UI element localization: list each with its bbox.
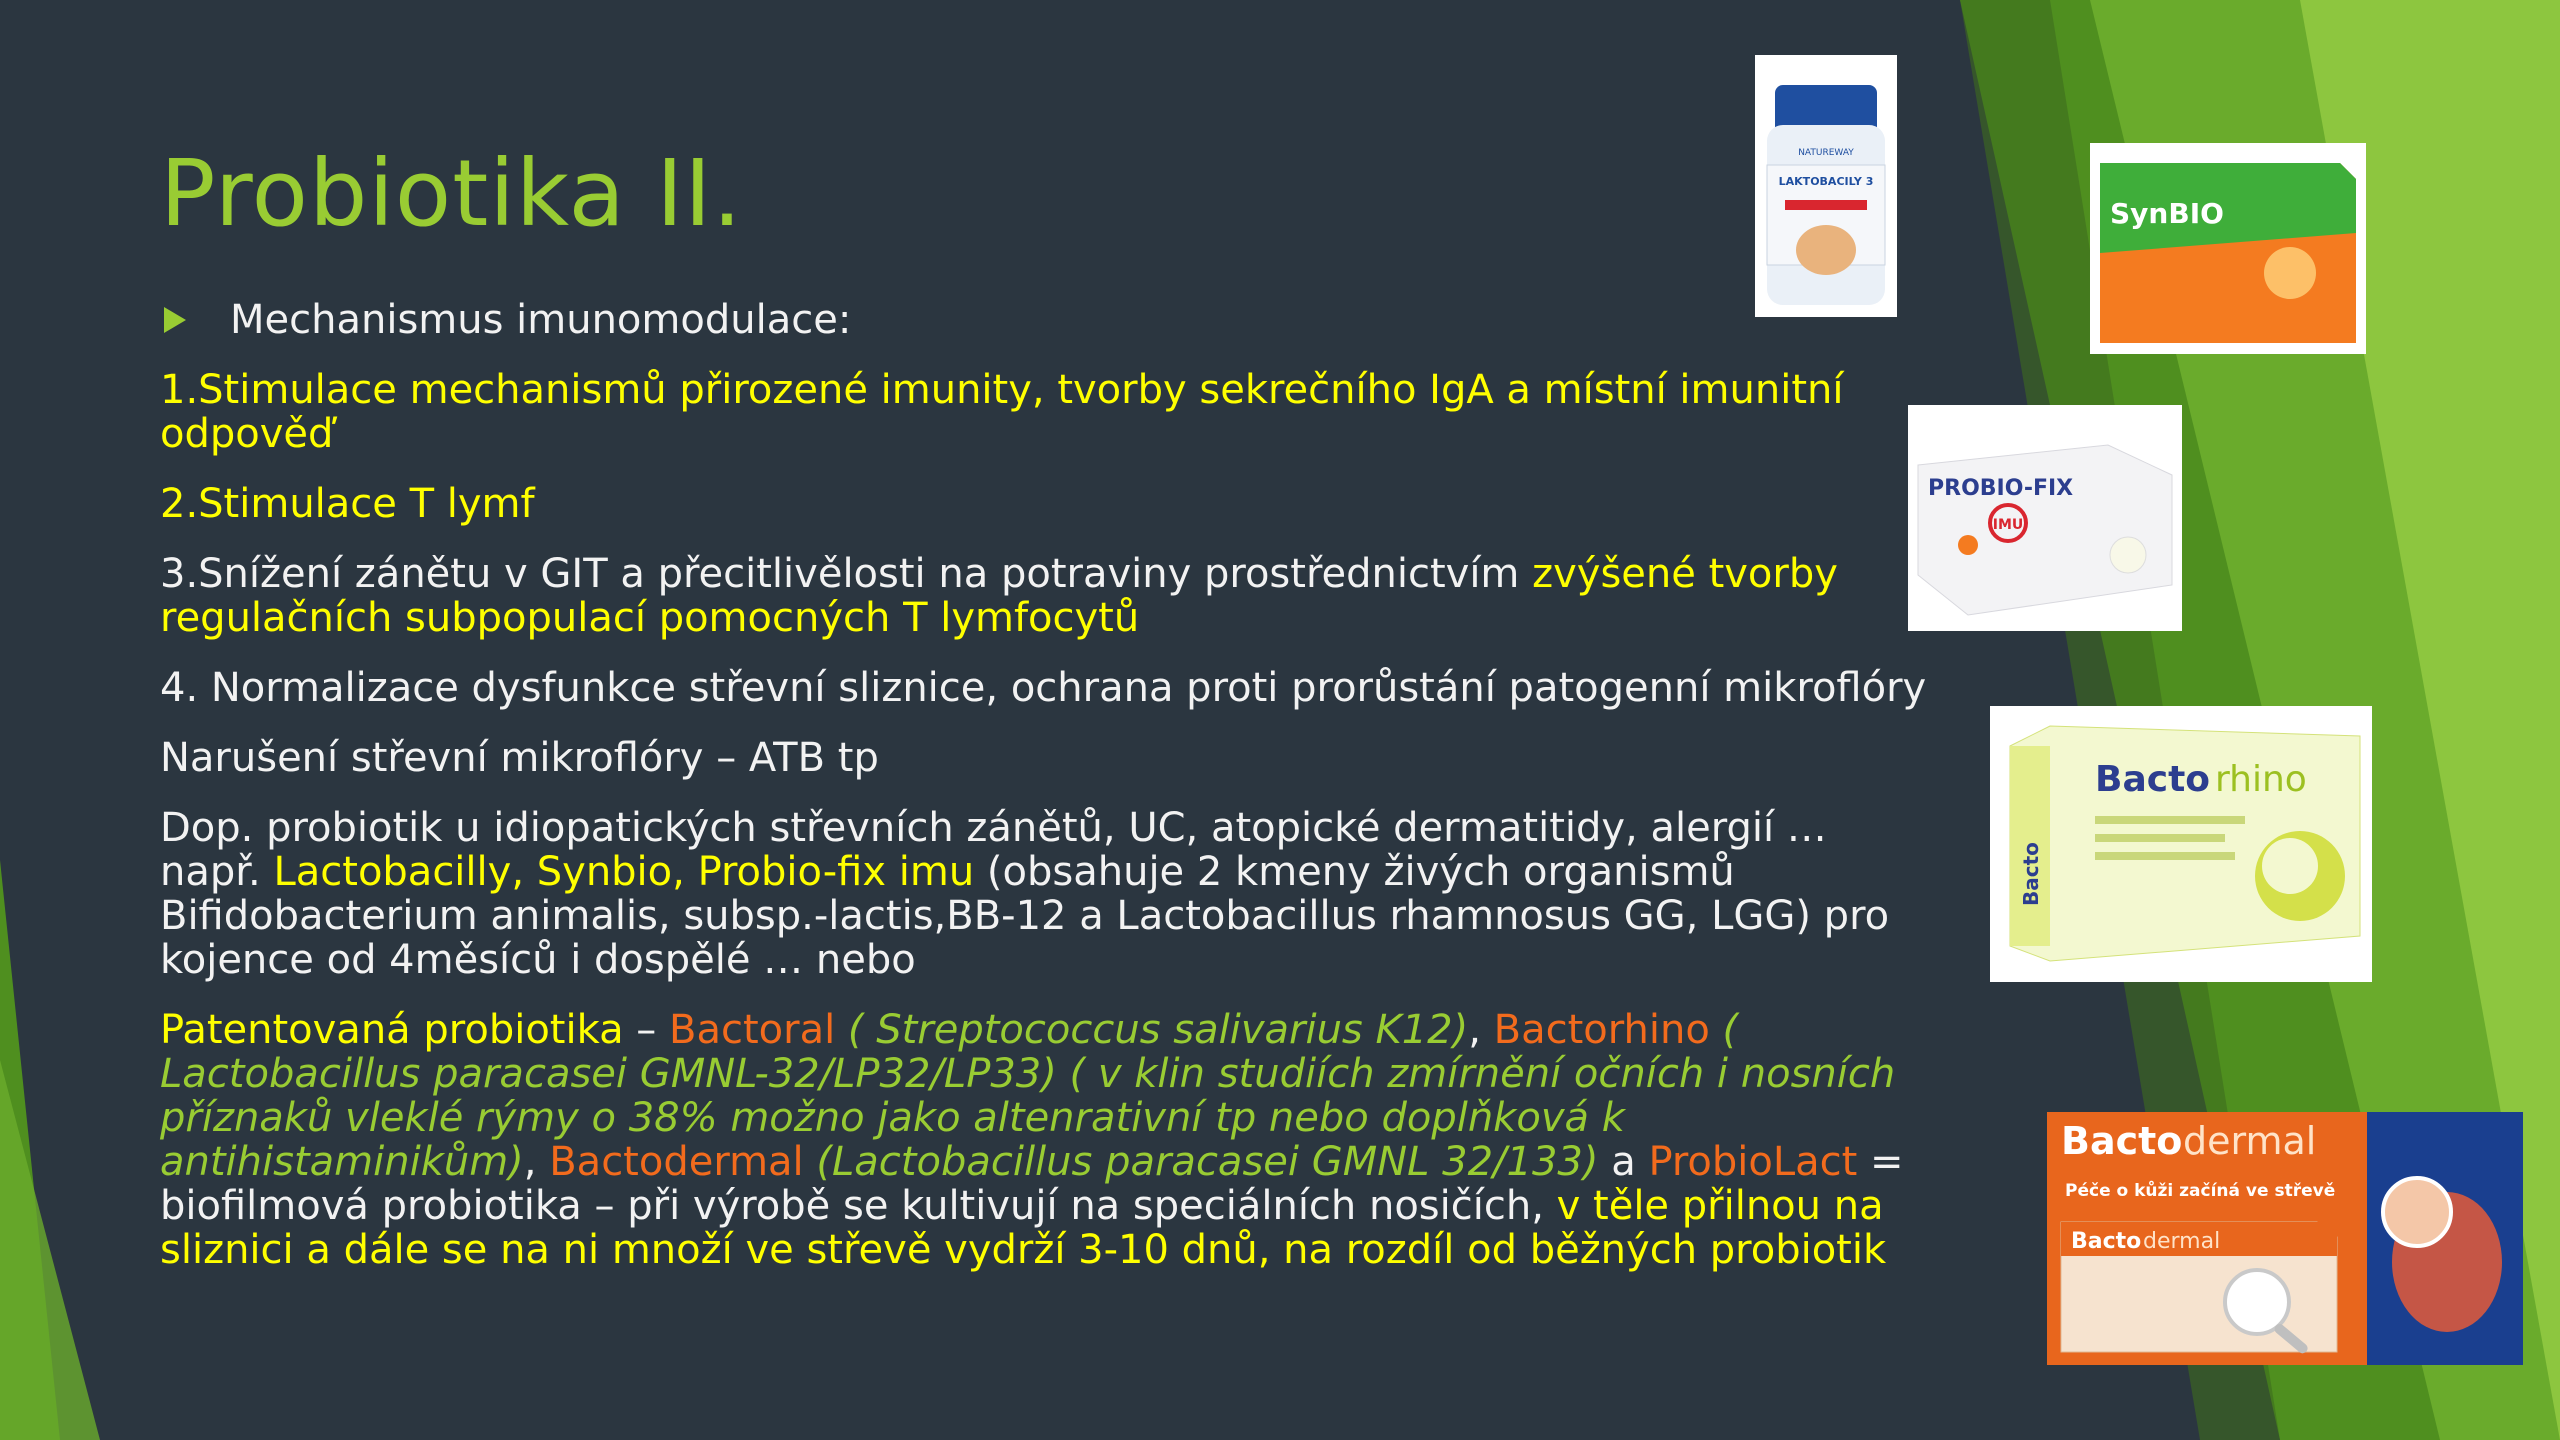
slide-content [160, 298, 1930, 1298]
patent-heading: Patentovaná probiotika [160, 1007, 624, 1053]
bactorhino-strain: ( Lactobacillus paracasei GMNL-32/LP32/LP33) ( v klin studiích zmírnění očních i nosních příznaků vleklé rýmy o 38% možno jako altenrativní tp nebo doplňková k antihistaminikům) [160, 1007, 1896, 1185]
bactodermal-product-image [2047, 1112, 2523, 1365]
synbio-product-image [2090, 143, 2366, 354]
bactorhino-name-b: rhino [2215, 759, 2307, 800]
biofilm-highlight: v těle přilnou na sliznici a dále se na ni množí ve střevě vydrží 3-10 dnů, na rozdíl od běžných probiotik [160, 1183, 1887, 1273]
bactodermal-name-a: Bacto [2061, 1119, 2183, 1163]
laktobacily-product-image [1755, 55, 1897, 317]
recommendation-text: Dop. probiotik u idiopatických střevních zánětů, UC, atopické dermatitidy, alergií … např. [160, 805, 1827, 895]
slide-title: Probiotika II. [160, 140, 743, 247]
patent-and: a [1598, 1139, 1649, 1185]
bactodermal-box-name-a: Bacto [2071, 1229, 2142, 1254]
item-3-highlight: zvýšené tvorby regulačních subpopulací pomocných T lymfocytů [160, 551, 1838, 641]
bactoral-strain: ( Streptococcus salivarius K12) [835, 1007, 1469, 1053]
bactodermal-name-b: dermal [2183, 1119, 2317, 1163]
bullet-arrow-icon [164, 307, 186, 333]
bactorhino-name-a: Bacto [2095, 759, 2211, 800]
item-2: 2.Stimulace T lymf [160, 481, 535, 527]
bullet-heading [160, 298, 1930, 342]
recommendation-detail: (obsahuje 2 kmeny živých organismů Bifidobacterium animalis, subsp.-lactis,BB-12 a Lactobacillus rhamnosus GG, LGG) pro kojence od 4měsíců i dospělé … nebo [160, 849, 1890, 983]
probiofix-name: PROBIO-FIX [1928, 476, 2074, 501]
recommended-products: Lactobacilly, Synbio, Probio-fix imu [273, 849, 975, 895]
item-3 [160, 552, 1930, 640]
synbio-name: SynBIO [2110, 197, 2224, 230]
patent-comma-2: , [523, 1139, 550, 1185]
bactodermal-box-name-b: dermal [2143, 1229, 2221, 1254]
bactodermal-name: Bactodermal [549, 1139, 804, 1185]
bactoral-name: Bactoral [669, 1007, 836, 1053]
item-4: 4. Normalizace dysfunkce střevní sliznice, ochrana proti prorůstání patogenní mikroflóry [160, 665, 1927, 711]
bullet-heading-text: Mechanismus imunomodulace: [230, 297, 852, 343]
probiofix-sub: IMU [1992, 517, 2024, 533]
bactorhino-product-image [1990, 706, 2372, 982]
item-1: 1.Stimulace mechanismů přirozené imunity, tvorby sekrečního IgA a místní imunitní odpověď [160, 367, 1844, 457]
patent-dash: – [623, 1007, 670, 1053]
laktobacily-brand: NATUREWAY [1798, 148, 1854, 158]
bactorhino-name: Bactorhino [1493, 1007, 1710, 1053]
biofilm-text: = biofilmová probiotika – při výrobě se kultivují na speciálních nosičích, [160, 1139, 1904, 1229]
probiolact-name: ProbioLact [1648, 1139, 1858, 1185]
bactodermal-strain: (Lactobacillus paracasei GMNL 32/133) [803, 1139, 1599, 1185]
recommendation-paragraph [160, 806, 1930, 982]
patent-comma-1: , [1468, 1007, 1494, 1053]
item-5: Narušení střevní mikroflóry – ATB tp [160, 735, 879, 781]
bactorhino-side-label: Bacto [2019, 842, 2043, 906]
laktobacily-name: LAKTOBACILY 3 [1778, 175, 1874, 188]
bactodermal-tagline: Péče o kůži začíná ve střevě [2065, 1181, 2336, 1201]
probiofix-product-image [1908, 405, 2182, 631]
item-3-text: 3.Snížení zánětu v GIT a přecitlivělosti na potraviny prostřednictvím [160, 551, 1533, 597]
patent-paragraph [160, 1008, 1930, 1272]
